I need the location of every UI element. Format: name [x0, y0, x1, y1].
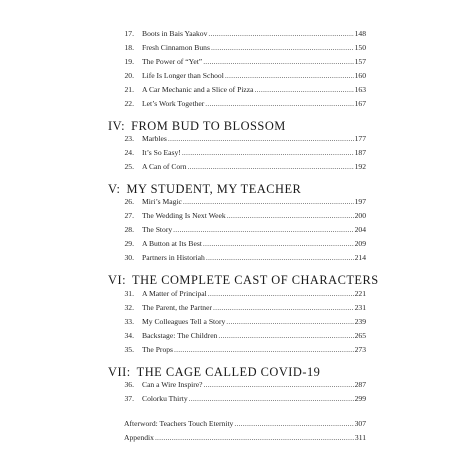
toc-entry-title: A Button at Its Best: [142, 239, 202, 248]
toc-entry-page: 221: [354, 289, 366, 298]
dot-leader: [174, 344, 354, 356]
dot-leader: [255, 84, 354, 96]
toc-entry-page: 287: [354, 380, 366, 389]
toc-entry: [108, 196, 366, 208]
toc-entry-page: 148: [354, 29, 366, 38]
toc-entry-number: 26.: [124, 197, 134, 206]
part-number: V:: [108, 182, 121, 196]
dot-leader: [208, 288, 354, 300]
toc-entry-title: Partners in Historiah: [142, 253, 205, 262]
dot-leader: [168, 133, 354, 145]
toc-entry: [108, 252, 366, 264]
toc-entry-number: 24.: [124, 148, 134, 157]
part-number: IV:: [108, 119, 126, 133]
toc-back-matter-entry: [124, 432, 366, 444]
toc-entry-number: 17.: [124, 29, 134, 38]
toc-entry-page: 307: [354, 419, 366, 428]
toc-entry-title: Boots in Bais Yaakov: [142, 29, 208, 38]
toc-entry: [108, 147, 366, 159]
toc-entry: [108, 133, 366, 145]
toc-entry-number: 35.: [124, 345, 134, 354]
part-heading: [108, 119, 286, 133]
toc-entry-page: 273: [354, 345, 366, 354]
toc-back-matter-entry: [124, 418, 366, 430]
toc-entry: [108, 288, 366, 300]
toc-entry-number: 36.: [124, 380, 134, 389]
toc-entry-page: 187: [354, 148, 366, 157]
dot-leader: [213, 302, 354, 314]
toc-entry-number: 34.: [124, 331, 134, 340]
dot-leader: [203, 238, 354, 250]
toc-entry-title: Appendix: [124, 433, 154, 442]
toc-entry: [108, 224, 366, 236]
dot-leader: [227, 210, 354, 222]
dot-leader: [226, 316, 353, 328]
toc-entry: [108, 84, 366, 96]
toc-entry-number: 22.: [124, 99, 134, 108]
dot-leader: [155, 432, 354, 444]
toc-entry-title: A Matter of Principal: [142, 289, 207, 298]
part-title: MY STUDENT, MY TEACHER: [126, 182, 302, 196]
part-title: THE CAGE CALLED COVID-19: [136, 365, 321, 379]
toc-entry: [108, 42, 366, 54]
dot-leader: [183, 196, 354, 208]
dot-leader: [205, 98, 353, 110]
toc-entry-title: Let’s Work Together: [142, 99, 205, 108]
toc-entry-number: 29.: [124, 239, 134, 248]
part-number: VI:: [108, 273, 127, 287]
toc-entry: [108, 161, 366, 173]
toc-entry-number: 28.: [124, 225, 134, 234]
part-heading: [108, 365, 320, 379]
toc-entry-title: Marbles: [142, 134, 167, 143]
toc-entry-title: It’s So Easy!: [142, 148, 181, 157]
toc-entry-number: 19.: [124, 57, 134, 66]
toc-entry-number: 27.: [124, 211, 134, 220]
toc-entry-title: My Colleagues Tell a Story: [142, 317, 226, 326]
dot-leader: [182, 147, 354, 159]
toc-entry-title: Colorku Thirty: [142, 394, 188, 403]
part-number: VII:: [108, 365, 131, 379]
toc-entry-title: Life Is Longer than School: [142, 71, 224, 80]
toc-entry-page: 177: [354, 134, 366, 143]
toc-entry: [108, 344, 366, 356]
toc-entry-title: The Power of “Yet”: [142, 57, 203, 66]
toc-entry-page: 239: [354, 317, 366, 326]
dot-leader: [203, 56, 353, 68]
toc-entry-title: Afterword: Teachers Touch Eternity: [124, 419, 234, 428]
toc-entry-title: Fresh Cinnamon Buns: [142, 43, 210, 52]
dot-leader: [206, 252, 354, 264]
toc-entry-number: 18.: [124, 43, 134, 52]
toc-entry-page: 160: [354, 71, 366, 80]
toc-entry: [108, 70, 366, 82]
toc-entry-page: 150: [354, 43, 366, 52]
toc-entry-number: 37.: [124, 394, 134, 403]
toc-entry-number: 33.: [124, 317, 134, 326]
dot-leader: [204, 379, 354, 391]
dot-leader: [225, 70, 354, 82]
dot-leader: [234, 418, 353, 430]
dot-leader: [211, 42, 354, 54]
part-title: FROM BUD TO BLOSSOM: [131, 119, 286, 133]
toc-entry-title: The Props: [142, 345, 174, 354]
toc-entry-page: 214: [354, 253, 366, 262]
toc-entry-title: Miri’s Magic: [142, 197, 182, 206]
toc-entry-page: 311: [354, 433, 366, 442]
toc-entry: [108, 28, 366, 40]
toc-entry-title: Backstage: The Children: [142, 331, 218, 340]
dot-leader: [189, 393, 354, 405]
toc-entry-page: 265: [354, 331, 366, 340]
toc-entry-number: 30.: [124, 253, 134, 262]
toc-entry-page: 204: [354, 225, 366, 234]
toc-entry-title: The Story: [142, 225, 173, 234]
dot-leader: [173, 224, 353, 236]
toc-entry-page: 163: [354, 85, 366, 94]
toc-entry-number: 32.: [124, 303, 134, 312]
toc-entry-title: Can a Wire Inspire?: [142, 380, 203, 389]
toc-entry-page: 200: [354, 211, 366, 220]
toc-entry-page: 197: [354, 197, 366, 206]
toc-entry-page: 299: [354, 394, 366, 403]
toc-entry: [108, 210, 366, 222]
part-heading: [108, 182, 301, 196]
dot-leader: [208, 28, 353, 40]
toc-entry-number: 23.: [124, 134, 134, 143]
toc-entry: [108, 98, 366, 110]
toc-entry-number: 25.: [124, 162, 134, 171]
part-heading: [108, 273, 379, 287]
toc-entry-title: The Wedding Is Next Week: [142, 211, 226, 220]
toc-entry: [108, 238, 366, 250]
toc-entry-page: 209: [354, 239, 366, 248]
toc-entry: [108, 316, 366, 328]
toc-entry: [108, 56, 366, 68]
toc-entry-page: 157: [354, 57, 366, 66]
toc-entry-page: 231: [354, 303, 366, 312]
toc-entry: [108, 393, 366, 405]
toc-entry-title: A Can of Corn: [142, 162, 187, 171]
toc-entry-number: 31.: [124, 289, 134, 298]
part-title: THE COMPLETE CAST OF CHARACTERS: [132, 273, 379, 287]
toc-entry-page: 167: [354, 99, 366, 108]
toc-entry: [108, 302, 366, 314]
toc-entry-title: A Car Mechanic and a Slice of Pizza: [142, 85, 254, 94]
toc-entry-title: The Parent, the Partner: [142, 303, 213, 312]
toc-entry: [108, 330, 366, 342]
toc-entry: [108, 379, 366, 391]
toc-entry-number: 20.: [124, 71, 134, 80]
dot-leader: [218, 330, 353, 342]
toc-entry-page: 192: [354, 162, 366, 171]
dot-leader: [188, 161, 354, 173]
toc-entry-number: 21.: [124, 85, 134, 94]
